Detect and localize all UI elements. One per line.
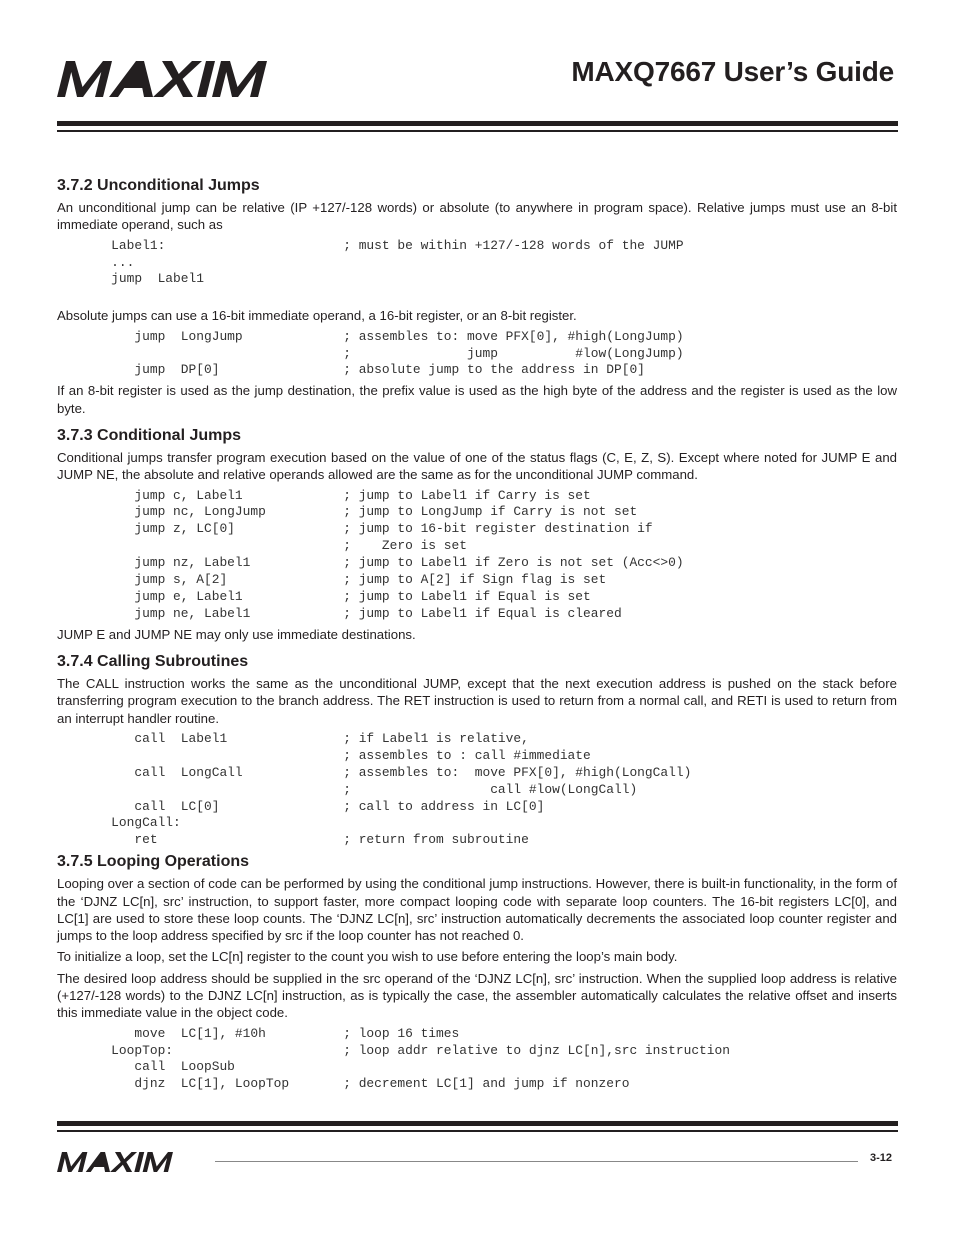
section-heading: 3.7.5 Looping Operations xyxy=(57,853,250,871)
code-block: move LC[1], #10h ; loop 16 times LoopTop: ; loop addr relative to djnz LC[n],src instruction call LoopSub djnz LC[1], LoopTop ; decrement LC[1] and jump if nonzero xyxy=(111,1025,731,1092)
section-heading: 3.7.3 Conditional Jumps xyxy=(57,426,242,444)
section-heading: 3.7.2 Unconditional Jumps xyxy=(57,177,260,194)
paragraph: JUMP E and JUMP NE may only use immediate destinations. xyxy=(57,626,416,642)
code-block: Label1: ; must be within +127/-128 words of the JUMP ... jump Label1 xyxy=(111,237,684,287)
maxim-footer-logo xyxy=(57,1152,205,1172)
code-block: jump LongJump ; assembles to: move PFX[0], #high(LongJump) ; jump #low(LongJump) jump DP[0] ; absolute jump to the address in DP[0] xyxy=(134,328,684,378)
paragraph: An unconditional jump can be relative (IP +127/-128 words) or absolute (to anywhere in program space). Relative jumps must use an 8-bit immediate operand, such as xyxy=(57,200,897,233)
header-rule-thin xyxy=(57,130,898,132)
footer-rule-thin xyxy=(57,1130,898,1132)
section-looping-operations xyxy=(57,852,897,1093)
section-calling-subroutines xyxy=(57,652,897,849)
page-number: 3-12 xyxy=(869,1152,892,1164)
document-title: MAXQ7667 User’s Guide xyxy=(571,56,894,87)
section-conditional-jumps xyxy=(57,426,897,643)
paragraph: Absolute jumps can use a 16-bit immediate operand, a 16-bit register, or an 8-bit register. xyxy=(57,308,577,324)
paragraph: If an 8-bit register is used as the jump destination, the prefix value is used as the high byte of the address and the register is used as the low byte. xyxy=(57,383,897,416)
section-heading: 3.7.4 Calling Subroutines xyxy=(57,653,249,671)
paragraph: The desired loop address should be supplied in the src operand of the ‘DJNZ LC[n], src’ instruction. When the supplied loop address is relative (+127/-128 words) to the DJNZ LC[n] instruction, as is typically the case, the assembler automatically calculates the relative offset and inserts this immediate value in the object code. xyxy=(57,970,897,1021)
code-block: jump c, Label1 ; jump to Label1 if Carry is set jump nc, LongJump ; jump to LongJump if Carry is not set jump z, LC[0] ; jump to 16-bit register destination if ; Zero is set jump nz, Label1 ; jump to Label1 if Zero is not set (Acc<>0) jump s, A[2] ; jump to A[2] if Sign flag is set jump e, Label1 ; jump to Label1 if Equal is set jump ne, Label1 ; jump to Label1 if Equal is cleared xyxy=(134,487,684,621)
header-rule-thick xyxy=(57,121,898,126)
footer-rule-thick xyxy=(57,1121,898,1126)
maxim-logo xyxy=(57,61,325,97)
paragraph: Conditional jumps transfer program execution based on the value of one of the status flags (C, E, Z, S). Except where noted for JUMP E and JUMP NE, the absolute and relative operands allowed are the same as for the unconditional JUMP command. xyxy=(57,449,897,483)
paragraph: Looping over a section of code can be performed by using the conditional jump instructions. However, there is built-in functionality, in the form of the ‘DJNZ LC[n], src’ instruction, to support faster, more compact looping code with separate loop counters. The 16-bit registers LC[0], and LC[1] are used to store these loop counts. The ‘DJNZ LC[n], src’ instruction automatically decrements the associated loop counter register and jumps to the loop address specified by src if the loop counter has not reached 0. xyxy=(57,876,897,944)
page-content xyxy=(57,176,897,1096)
paragraph: The CALL instruction works the same as the unconditional JUMP, except that the next execution address is pushed on the stack before transferring program execution to the branch address. The RET instruction is used to return from a normal call, and RETI is used to return from an interrupt handler routine. xyxy=(57,676,897,726)
paragraph: To initialize a loop, set the LC[n] register to the count you wish to use before entering the loop’s main body. xyxy=(57,949,678,965)
footer-divider xyxy=(215,1161,858,1162)
code-block: call Label1 ; if Label1 is relative, ; assembles to : call #immediate call LongCall ; assembles to: move PFX[0], #high(LongCall) ; call #low(LongCall) call LC[0] ; call to address in LC[0] LongCall: ret ; return from subroutine xyxy=(111,730,692,848)
section-unconditional-jumps xyxy=(57,176,897,417)
